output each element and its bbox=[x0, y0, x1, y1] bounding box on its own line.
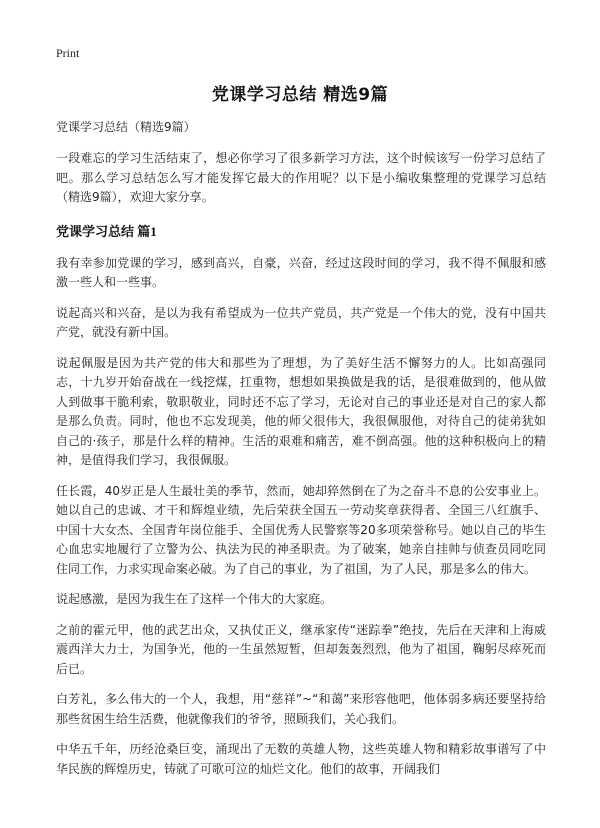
body-paragraph: 中华五千年，历经沧桑巨变，涌现出了无数的英雄人物，这些英雄人物和精彩故事谱写了中华民族的辉煌历史，铸就了可歌可泣的灿烂文化。他们的故事，开阔我们 bbox=[56, 742, 546, 776]
document-subtitle: 党课学习总结（精选9篇） bbox=[56, 120, 196, 134]
body-paragraph: 说起高兴和兴奋，是以为我有希望成为一位共产党员，共产党是一个伟大的党，没有中国共产党，就没有新中国。 bbox=[56, 305, 546, 339]
body-paragraph: 说起感激，是因为我生在了这样一个伟大的大家庭。 bbox=[56, 592, 333, 606]
body-paragraph: 任长霞，40岁正是人生最壮美的季节，然而，她却猝然倒在了为之奋斗不息的公安事业上。她以自己的忠诚、才干和辉煌业绩，先后荣获全国五一劳动奖章获得者、全国三八红旗手、中国十大女杰、全国青年岗位能手、全国优秀人民警察等20多项荣誉称号。她以自己的毕生心血忠实地履行了立警为公、执法为民的神圣职责。为了破案，她亲自挂帅与侦查员同吃同住同工作，力求实现命案必破。为了自己的事业，为了祖国，为了人民，那是多么的伟大。 bbox=[56, 483, 546, 576]
body-paragraph: 白芳礼，多么伟大的一个人，我想，用“慈祥”~“和蔼”来形容他吧，他体弱多病还要坚持给那些贫困生给生活费，他就像我们的爷爷，照顾我们，关心我们。 bbox=[56, 692, 546, 726]
body-paragraph: 之前的霍元甲，他的武艺出众，又执仗正义，继承家传“迷踪拳”绝技，先后在天津和上海威震西洋大力士，为国争光，他的一生虽然短暂，但却轰轰烈烈，他为了祖国，鞠躬尽瘁死而后已。 bbox=[56, 622, 546, 676]
document-body bbox=[56, 118, 546, 790]
body-paragraph: 我有幸参加党课的学习，感到高兴，自豪，兴奋，经过这段时间的学习，我不得不佩服和感激一些人和一些事。 bbox=[56, 255, 546, 289]
intro-paragraph: 一段难忘的学习生活结束了，想必你学习了很多新学习方法，这个时候该写一份学习总结了吧。那么学习总结怎么写才能发挥它最大的作用呢？以下是小编收集整理的党课学习总结（精选9篇），欢迎大家分享。 bbox=[56, 151, 546, 204]
body-paragraph: 说起佩服是因为共产党的伟大和那些为了理想，为了美好生活不懈努力的人。比如高强同志，十九岁开始奋战在一线挖煤，扛重物，想想如果换做是我的话，是很难做到的，他从做人到做事干脆利索，敬职敬业，同时还不忘了学习，无论对自己的事业还是对自己的家人都是那么负责。同时，他也不忘发现美，他的师父很伟大，我很佩服他，对待自己的徒弟犹如自己的·孩子，那是什么样的精神。生活的艰难和痛苦，难不倒高强。他的这种积极向上的精神，是值得我们学习，我很佩服。 bbox=[56, 355, 546, 467]
print-link[interactable]: Print bbox=[56, 46, 80, 60]
document-title: 党课学习总结 精选9篇 bbox=[211, 85, 389, 105]
section-heading: 党课学习总结 篇1 bbox=[56, 223, 157, 239]
